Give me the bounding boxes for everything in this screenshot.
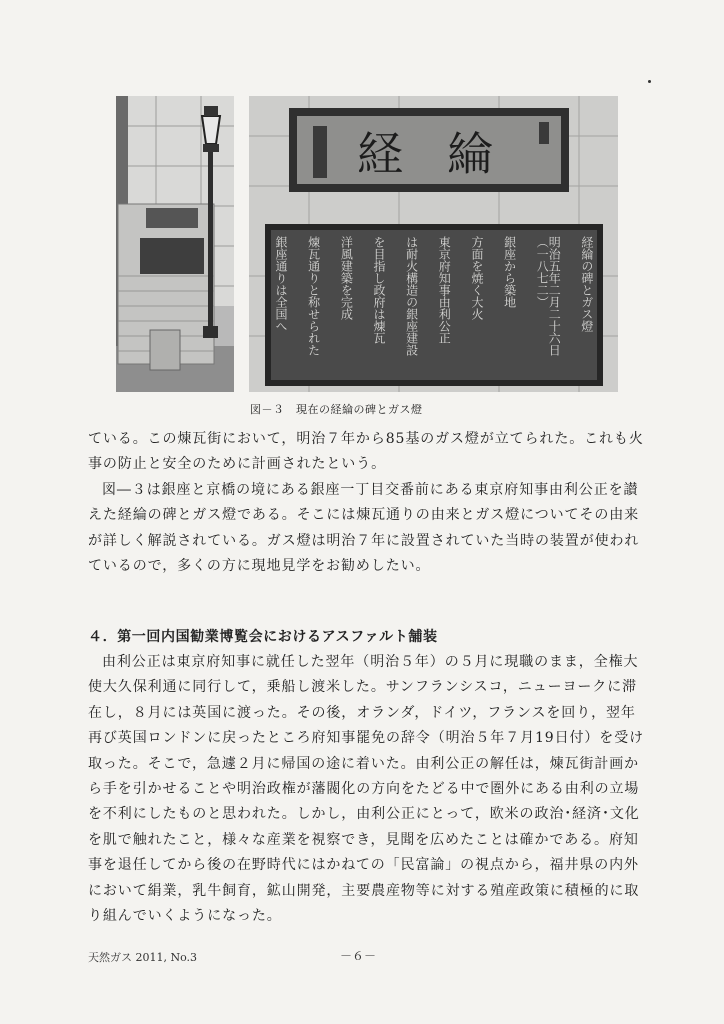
gas-lamp-photo [116,96,234,392]
body-text-lower [88,650,648,929]
paragraph-figure-description: 図―３は銀座と京橋の境にある銀座一丁目交番前にある東京府知事由利公正を讃えた経綸の碑とガス燈である。そこには煉瓦通りの由来とガス燈についてその由来が詳しく解説されている。ガス燈は明治７年に設置されていた当時の装置が使われているので，多くの方に現地見学をお勧めしたい。 [88,481,640,575]
tablet-column: を目指し政府は煉瓦 [371,236,386,344]
tablet-column: 煉瓦通りと称せられた [306,236,321,356]
monument-stone-photo [249,96,618,392]
page-number: －６－ [340,949,377,963]
tablet-column: 洋風建築を完成 [339,236,354,320]
paragraph-yuri-kimimasa: 由利公正は東京府知事に就任した翌年（明治５年）の５月に現職のまま，全権大使大久保利通に同行して，乗船し渡米した。サンフランシスコ，ニューヨークに滞在し，８月には英国に渡った。その後，オランダ，ドイツ，フランスを回り，翌年再び英国ロンドンに戻ったところ府知事罷免の辞令（明治５年７月19日付）を受け取った。そこで，急遽２月に帰国の途に着いた。由利公正の解任は，煉瓦街計画から手を引かせることや明治政権が藩閥化の方向をたどる中で圏外にある由利の立場を不利にしたものと思われた。しかし，由利公正にとって，欧米の政治･経済･文化を肌で触れたこと，様々な産業を視察でき，見聞を広めたことは確かである。府知事を退任してから後の在野時代にはかねての「民富論」の視点から，福井県の内外において絹業，乳牛飼育，鉱山開発，主要農産物等に対する殖産政策に積極的に取り組んでいくようになった。 [88,654,645,925]
tablet-column: 東京府知事由利公正 [437,236,452,344]
tablet-column: 経綸の碑とガス燈 [579,236,594,332]
tablet-inscription [275,236,593,376]
section-heading: ４．第一回内国勧業博覧会におけるアスファルト舗装 [88,629,438,645]
body-text-upper [88,427,648,579]
tablet-column: は耐火構造の銀座建設 [404,236,419,356]
tablet-column: 方面を焼く大火 [469,236,484,320]
tablet-column: 銀座通りは全国へ [274,236,288,332]
tablet-column: 銀座から築地 [502,236,517,308]
journal-footer: 天然ガス 2011, No.3 [88,951,198,964]
tablet-column: 明治五年二月二十六日（一八七二） [535,236,562,356]
page-mark [648,80,651,83]
paragraph-continuation: ている。この煉瓦街において，明治７年から85基のガス燈が立てられた。これも火事の防止と安全のために計画されたという。 [88,431,644,473]
sign-text: 経綸 [357,127,537,181]
figure-caption: 図－３ 現在の経綸の碑とガス燈 [250,403,423,416]
